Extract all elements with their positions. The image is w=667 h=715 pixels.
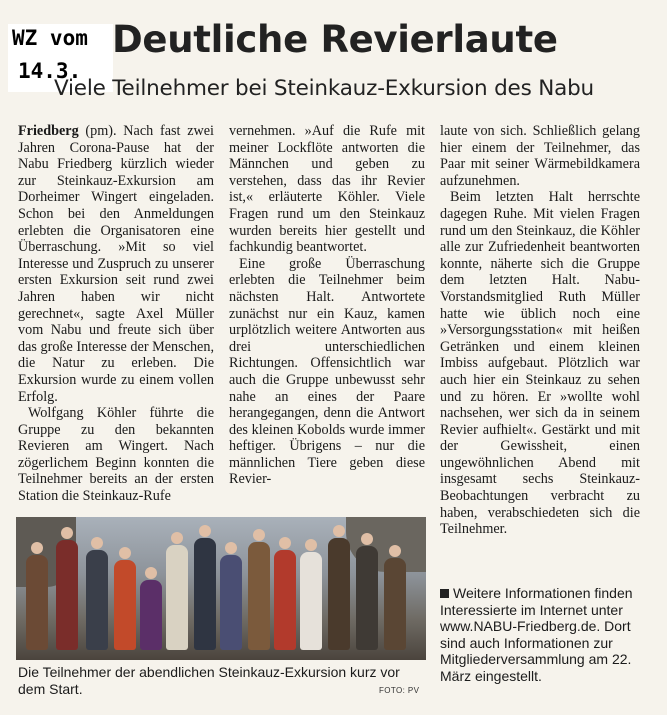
column-1-paragraph-2: Wolfgang Köhler führte die Gruppe zu den bekannten Revieren am Wingert. Nach zögerlichem Beginn konnten die Teilnehmer bereits an der ersten Station die Steinkauz-Rufe (18, 405, 214, 505)
column-1-paragraph-1 (18, 123, 214, 405)
article-subheadline: Viele Teilnehmer bei Steinkauz-Exkursion des Nabu (54, 76, 594, 101)
column-2-paragraph-2: Eine große Überraschung erlebten die Teilnehmer beim nächsten Halt. Antwortete zunächst nur ein Kauz, kamen urplötzlich weitere Antworten aus drei unterschiedlichen Richtungen. Offensichtlich war auch die Gruppe unbewusst sehr nahe an eines der Paare herangegangen, denn die Antwort des kleinen Kobolds wurde immer heftiger. Übrigens – nur die männlichen Tiere geben diese Revier- (229, 255, 425, 488)
group-photo (16, 517, 426, 660)
source-tag-line-1: WZ vom (12, 26, 88, 50)
info-text: Weitere Informationen finden Interessierte im Internet unter www.NABU-Friedberg.de. Dort sind auch Informationen zur Mitgliederversammlung am 22. März eingestellt. (440, 585, 633, 684)
info-box (440, 585, 640, 685)
article-column-2 (229, 123, 425, 488)
source-tag-line-2: 14.3. (18, 59, 82, 83)
column-3-paragraph-1: laute von sich. Schließlich gelang hier einem der Teilnehmer, das Paar mit seiner Wärmebildkamera aufzunehmen. (440, 123, 640, 189)
column-2-paragraph-1: vernehmen. »Auf die Rufe mit meiner Lockflöte antworten die Männchen und geben zu verstehen, dass das ihr Revier ist,« erläuterte Köhler. Viele Fragen rund um den Steinkauz wurden bereits hier gestellt und fachkundig beantwortet. (229, 123, 425, 256)
column-3-paragraph-2: Beim letzten Halt herrschte dagegen Ruhe. Mit vielen Fragen rund um den Steinkauz, die Köhler alle zur Zufriedenheit beantworten konnte, näherte sich die Gruppe dem letzten Halt. Nabu-Vorstandsmitglied Ruth Müller hatte wie üblich noch eine »Versorgungsstation« mit heißen Getränken und einem kleinen Imbiss aufgebaut. Plötzlich war auch hier ein Steinkauz zu sehen und zu hören. Er »wollte wohl nachsehen, wer sich da in seinem Revier aufhielt«. Gestärkt und mit der Gewissheit, einen ungewöhnlichen Abend mit insgesamt sechs Steinkauz-Beobachtungen verbracht zu haben, verabschiedeten sich die Teilnehmer. (440, 189, 640, 538)
column-1-paragraph-1-text: (pm). Nach fast zwei Jahren Corona-Pause hat der Nabu Friedberg kürzlich wieder zur Steinkauz-Exkursion am Dorheimer Wingert eingeladen. Schon bei den Anmeldungen erlebten die Organisatoren eine Überraschung. »Mit so viel Interesse und Zuspruch zu unserer ersten Exkursion seit rund zwei Jahren haben wir nicht gerechnet«, sagte Axel Müller vom Nabu und freute sich über das große Interesse der Menschen, die Natur zu erleben. Die Exkursion wurde zu einem vollen Erfolg. (18, 123, 214, 405)
photo-credit: FOTO: PV (379, 686, 420, 695)
dateline: Friedberg (18, 123, 79, 139)
photo-caption: Die Teilnehmer der abendlichen Steinkauz-Exkursion kurz vor dem Start. (18, 664, 400, 697)
article-headline: Deutliche Revierlaute (112, 18, 558, 61)
bullet-square-icon (440, 589, 449, 598)
article-column-1 (18, 123, 214, 505)
article-column-3 (440, 123, 640, 538)
